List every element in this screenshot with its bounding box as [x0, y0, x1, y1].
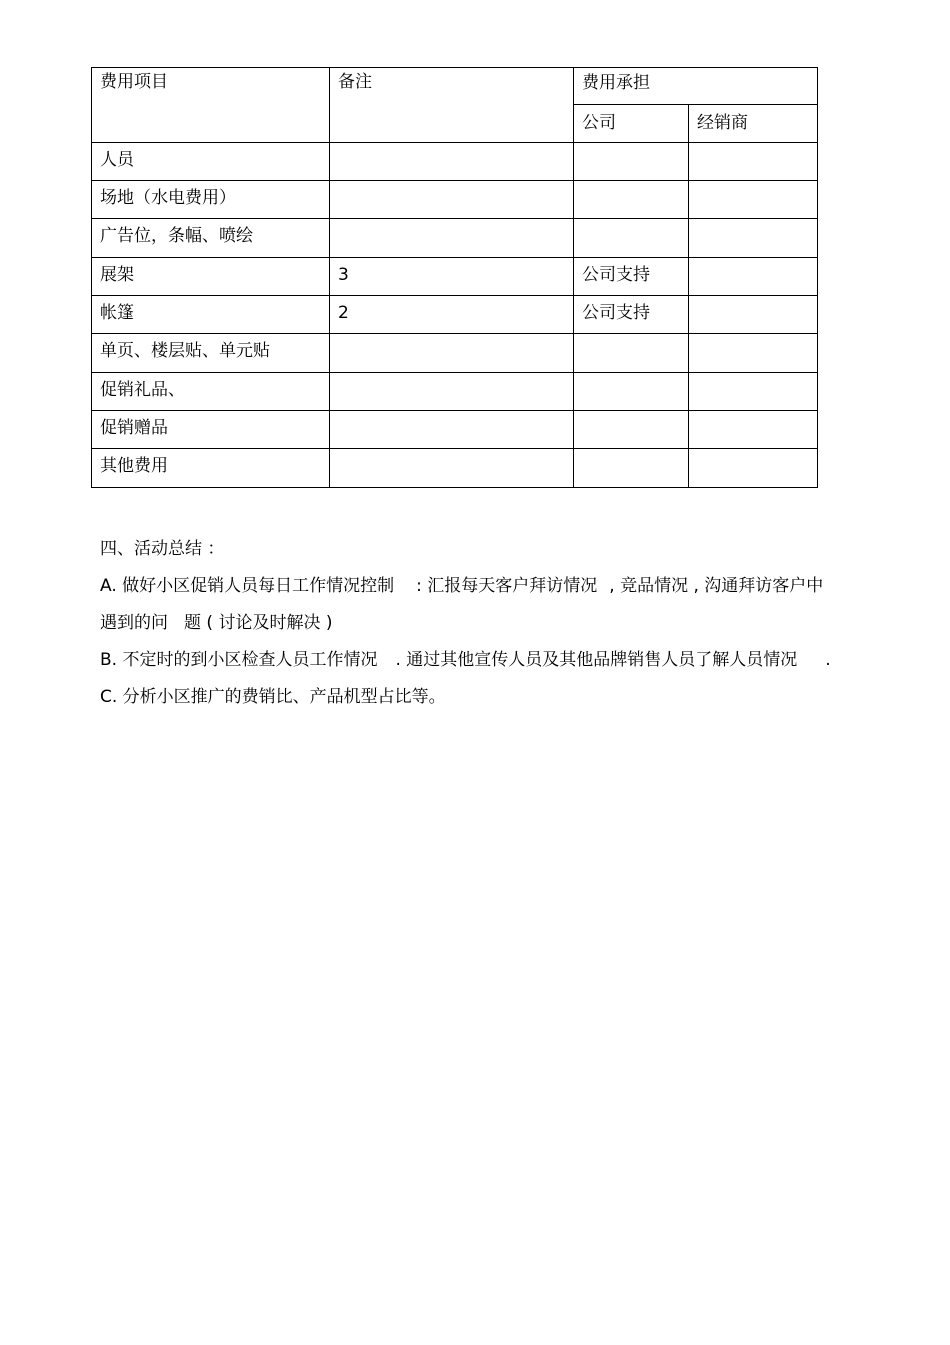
- row-dealer: [689, 296, 818, 334]
- row-dealer: [689, 219, 818, 258]
- row-note: [330, 334, 574, 373]
- row-dealer: [689, 334, 818, 373]
- row-item: 促销礼品、: [92, 373, 330, 411]
- header-row: [92, 68, 818, 105]
- row-note: 2: [330, 296, 574, 334]
- header-bearer: 费用承担: [574, 68, 818, 105]
- row-company: 公司支持: [574, 296, 689, 334]
- row-dealer: [689, 411, 818, 449]
- row-company: [574, 334, 689, 373]
- row-company: 公司支持: [574, 258, 689, 296]
- header-item: 费用项目: [92, 68, 330, 143]
- row-item: 展架: [92, 258, 330, 296]
- row-company: [574, 449, 689, 488]
- summary-a-part2: : 汇报每天客户拜访情况: [416, 576, 598, 596]
- table-row: [92, 296, 818, 334]
- row-dealer: [689, 143, 818, 181]
- row-company: [574, 219, 689, 258]
- row-company: [574, 373, 689, 411]
- row-note: [330, 449, 574, 488]
- summary-heading: 四、活动总结 ：: [100, 539, 225, 559]
- row-note: [330, 143, 574, 181]
- header-note: 备注: [330, 68, 574, 143]
- summary-a-line2-part2: 题 ( 讨论及时解决 ): [184, 613, 333, 633]
- table-row: [92, 143, 818, 181]
- table-row: [92, 219, 818, 258]
- row-company: [574, 181, 689, 219]
- row-dealer: [689, 373, 818, 411]
- header-dealer: 经销商: [689, 105, 818, 143]
- row-company: [574, 143, 689, 181]
- row-note: [330, 219, 574, 258]
- summary-b-part2: . 通过其他宣传人员及其他品牌销售人员了解人员情况: [395, 650, 798, 670]
- summary-b-part1: B. 不定时的到小区检查人员工作情况: [100, 650, 378, 670]
- summary-item-a: [100, 568, 870, 605]
- row-company: [574, 411, 689, 449]
- header-company: 公司: [574, 105, 689, 143]
- summary-b-part3: .: [825, 650, 831, 670]
- summary-item-c: C. 分析小区推广的费销比、产品机型占比等。: [100, 687, 446, 707]
- summary-item-b: [100, 642, 870, 679]
- row-note: [330, 411, 574, 449]
- cost-table: [91, 67, 818, 488]
- table-row: [92, 334, 818, 373]
- row-dealer: [689, 181, 818, 219]
- table-row: [92, 373, 818, 411]
- row-note: 3: [330, 258, 574, 296]
- table-row: [92, 449, 818, 488]
- row-item: 广告位，条幅、喷绘: [92, 219, 330, 258]
- row-dealer: [689, 449, 818, 488]
- row-item: 单页、楼层贴、单元贴: [92, 334, 330, 373]
- row-item: 促销赠品: [92, 411, 330, 449]
- row-item: 帐篷: [92, 296, 330, 334]
- table-row: [92, 181, 818, 219]
- summary-a-part1: A. 做好小区促销人员每日工作情况控制: [100, 576, 395, 596]
- row-note: [330, 181, 574, 219]
- row-item: 其他费用: [92, 449, 330, 488]
- row-item: 场地（水电费用）: [92, 181, 330, 219]
- table-row: [92, 411, 818, 449]
- summary-item-a-continued: [100, 605, 870, 642]
- row-dealer: [689, 258, 818, 296]
- activity-summary: [100, 531, 870, 716]
- table-row: [92, 258, 818, 296]
- summary-a-line2-part1: 遇到的问: [100, 613, 168, 633]
- row-note: [330, 373, 574, 411]
- row-item: 人员: [92, 143, 330, 181]
- summary-a-part3: , 竞品情况 , 沟通拜访客户中: [609, 576, 824, 596]
